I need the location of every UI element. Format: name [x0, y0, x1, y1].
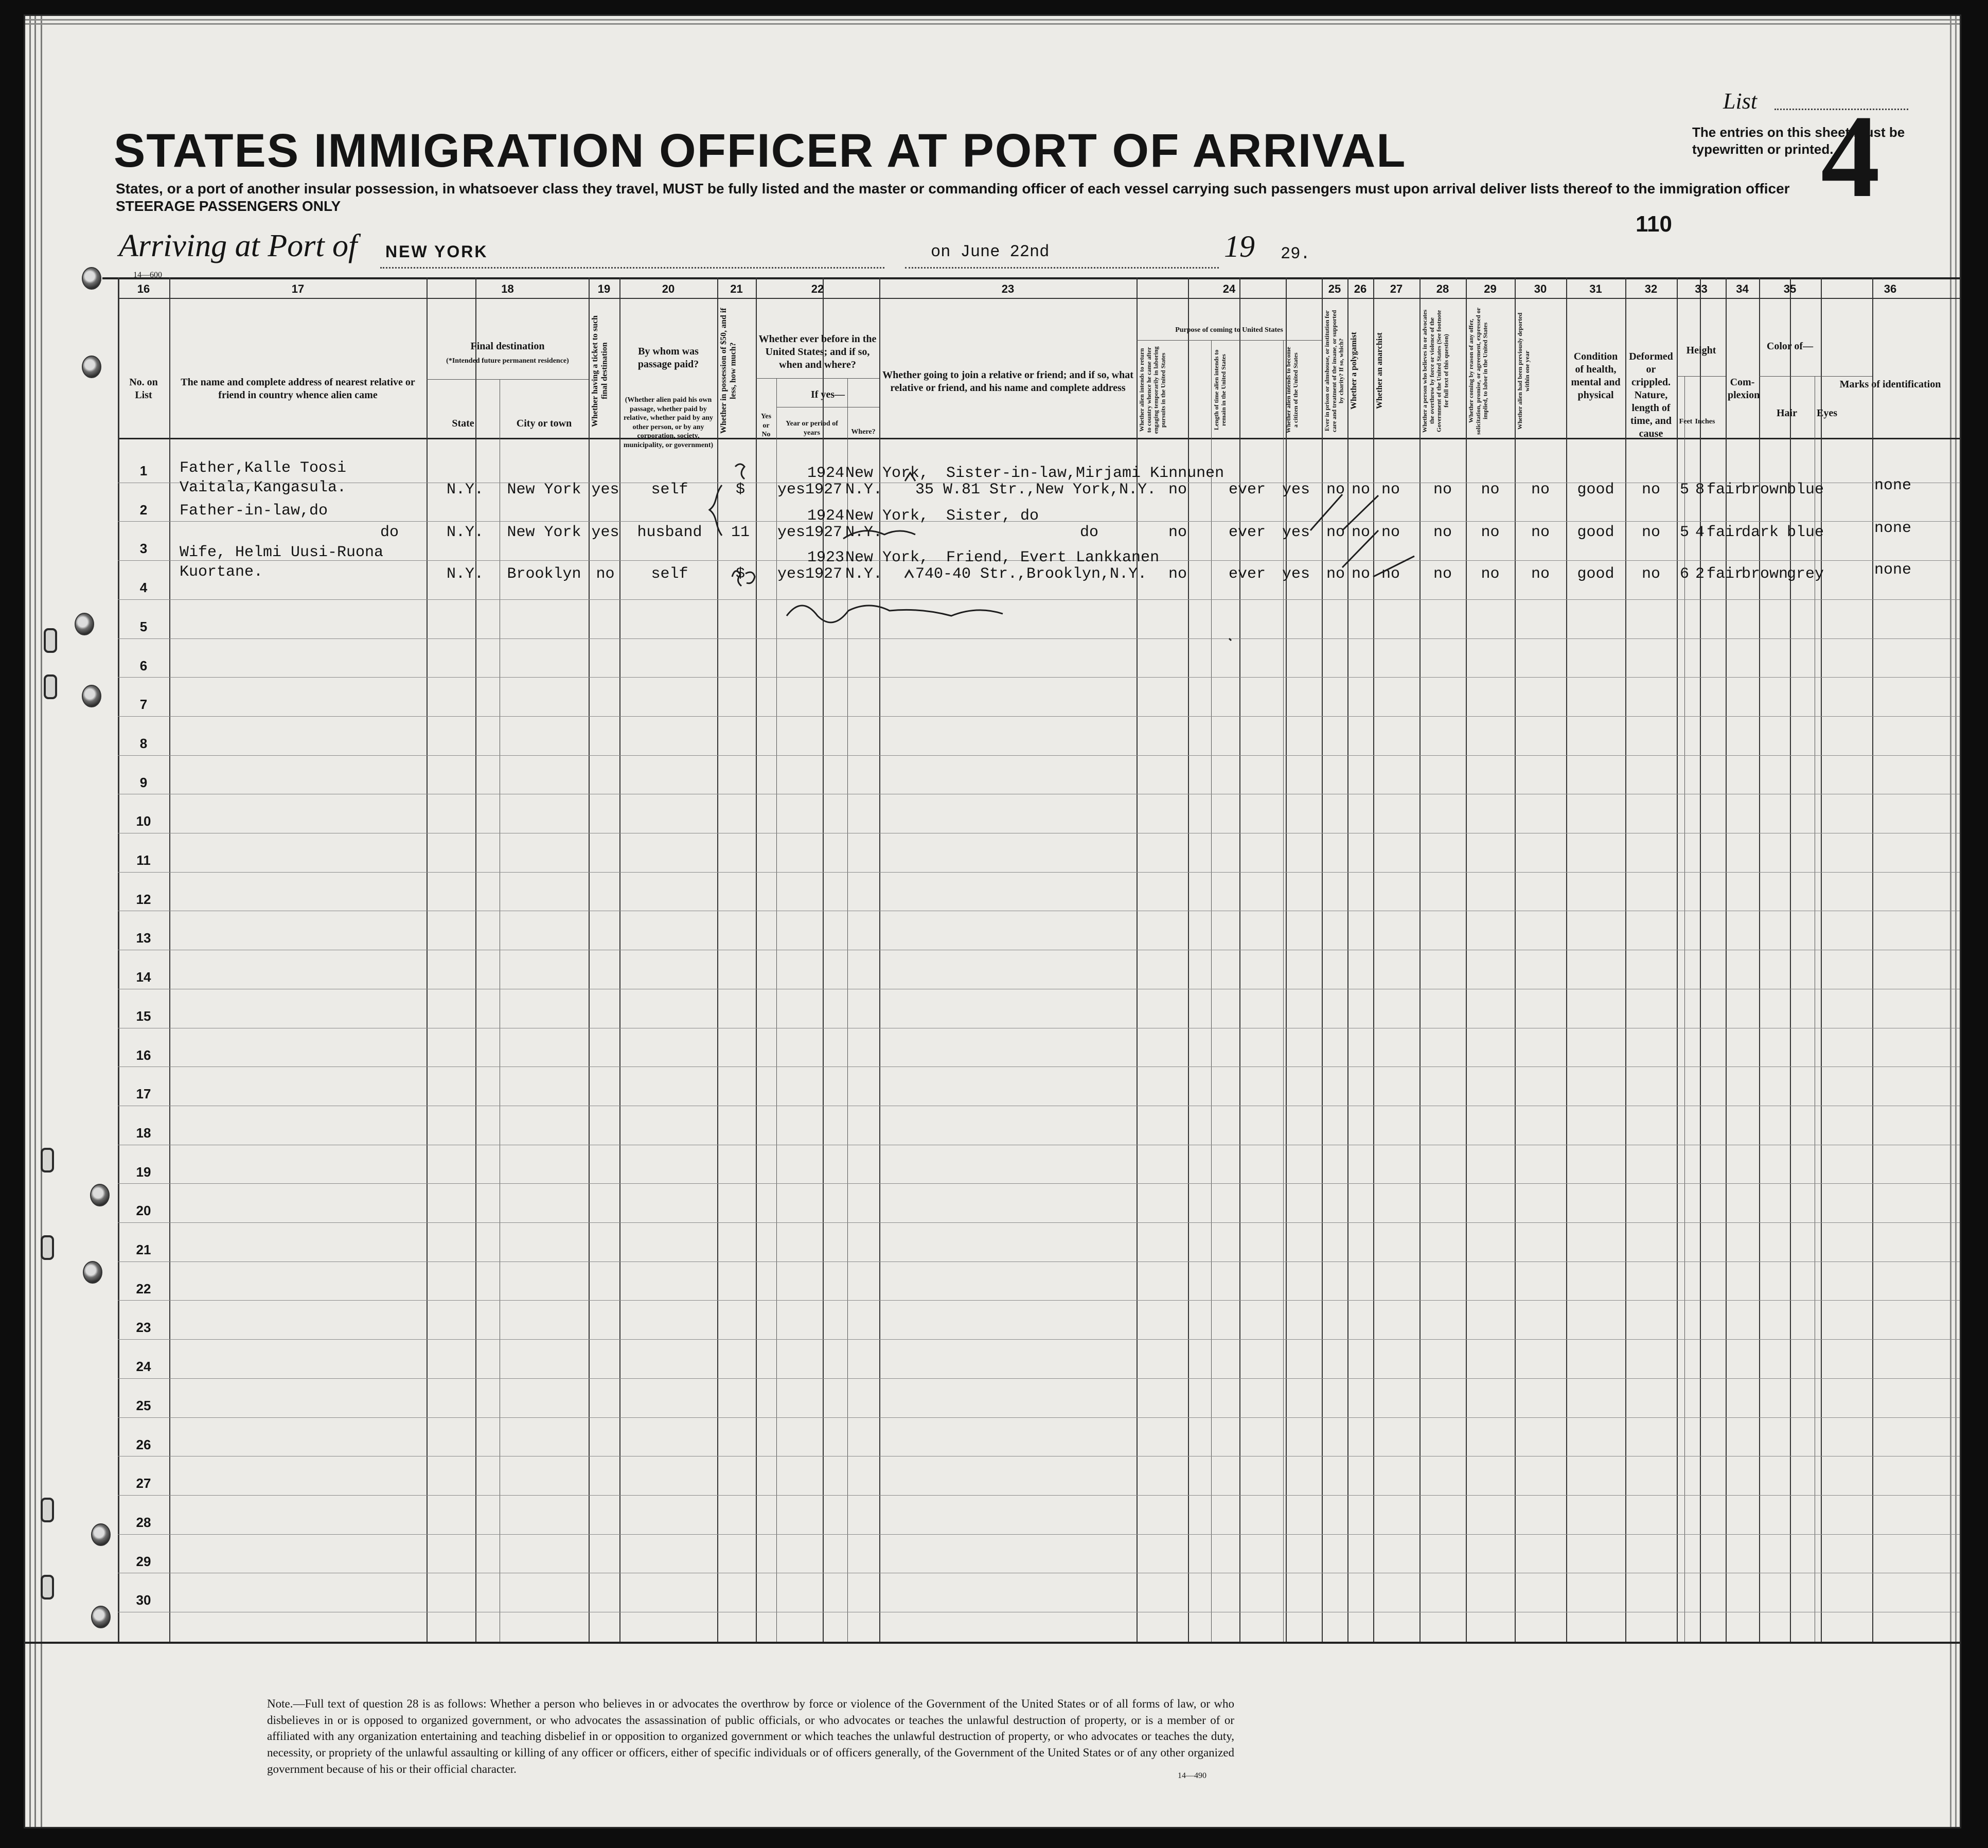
footnote: Note.—Full text of question 28 is as follows: Whether a person who believes in or advocates the overthrow by force or violence of the Government of the United States or of all forms of law, or who disbelieves in or is opposed to organized government, or who advocates the assassination of public officials, or who advocates or teaches the unlawful destruction of property, or is a member of or affiliated with any organization entertaining and teaching disbelief in or opposition to organized government or which teaches the unlawful destruction of property, or who advocates or teaches the duty, necessity, or propriety of the unlawful assaulting or killing of any officer or officers, either of specific individuals or of officers generally, of the Government of the United States or of any other organized government because of his or their official character.: [267, 1697, 1234, 1775]
header-passage-paid: By whom was passage paid?: [637, 346, 699, 370]
column-number-29: 29: [1484, 282, 1497, 295]
complexion-value: fair: [1707, 565, 1744, 583]
column-number-26: 26: [1354, 282, 1367, 295]
before-where-2: N.Y.: [845, 481, 883, 499]
handwritten-stroke: [732, 571, 755, 586]
prison-value: no: [1326, 524, 1345, 541]
page-number: 110: [1636, 211, 1672, 237]
header-prison: Ever in prison or almshouse, or institution for care and treatment of the insane, or supported by charity? If so, which?: [1323, 310, 1345, 432]
manifest-table: [25, 16, 1960, 1827]
column-number-21: 21: [730, 282, 743, 295]
row-number: 27: [136, 1476, 151, 1491]
arrival-year: 29.: [1281, 244, 1310, 263]
height-feet-value: 6: [1679, 565, 1689, 583]
before-year-2: yes1927: [777, 481, 843, 499]
row-number: 9: [139, 774, 148, 790]
row-number: 16: [136, 1047, 151, 1063]
header-going-to-join: Whether going to join a relative or friend; and if so, what relative or friend, and his name and complete address: [882, 369, 1133, 394]
destination-city: New York: [507, 524, 581, 541]
offer-value: no: [1481, 481, 1500, 499]
row-number: 7: [139, 697, 148, 713]
handwritten-stroke: [735, 464, 744, 479]
length-value: ever: [1228, 565, 1266, 583]
height-inches-value: 4: [1695, 524, 1705, 541]
join-line-2: 740-40 Str.,Brooklyn,N.Y.: [915, 565, 1147, 583]
destination-city: New York: [507, 481, 581, 499]
form-subtitle: States, or a port of another insular possession, in whatsoever class they travel, MUST be fully listed and the master or commanding officer of each vessel carrying such passengers must upon arrival deliver lists thereof to the immigration officer: [116, 181, 1790, 197]
hair-value: brown: [1742, 565, 1788, 583]
money-value: $: [735, 481, 745, 499]
row-number: 11: [136, 852, 151, 868]
column-number-31: 31: [1589, 282, 1602, 295]
return-value: no: [1168, 524, 1187, 541]
row-number: 3: [139, 541, 148, 557]
header-year: Year or period of years: [786, 420, 838, 437]
destination-state: N.Y.: [446, 481, 484, 499]
header-height: Height: [1686, 345, 1716, 356]
citizen-value: yes: [1282, 565, 1310, 583]
before-year-2: yes1927: [777, 524, 843, 541]
header-final-destination-note: (*Intended future permanent residence): [446, 357, 569, 365]
column-number-16: 16: [137, 282, 150, 295]
list-number: 4: [1821, 91, 1880, 222]
before-where-1: New York,: [845, 465, 929, 482]
before-where-2: N.Y.: [845, 565, 883, 583]
handwritten-stroke: [709, 485, 722, 536]
offer-value: no: [1481, 524, 1500, 541]
relative-line-2: Kuortane.: [180, 563, 263, 581]
row-number: 24: [136, 1359, 151, 1375]
header-labor-offer: Whether coming by reason of any offer, solicitation, promise, or agreement, expressed or implied, to labor in the United States: [1467, 307, 1489, 435]
money-value: $: [735, 565, 745, 583]
column-number-24: 24: [1222, 282, 1236, 295]
before-year-1: 1924: [807, 507, 845, 525]
row-number: 15: [136, 1008, 151, 1024]
eyes-value: blue: [1787, 524, 1824, 541]
anarchist-value: no: [1381, 481, 1400, 499]
relative-line-2: Vaitala,Kangasula.: [180, 479, 347, 496]
header-where: Where?: [851, 428, 876, 436]
arrival-date: on June 22nd: [931, 242, 1050, 261]
health-value: good: [1577, 565, 1614, 583]
length-value: ever: [1228, 524, 1266, 541]
ticket-value: yes: [591, 524, 619, 541]
complexion-value: fair: [1707, 481, 1744, 499]
ticket-value: no: [596, 565, 615, 583]
column-number-20: 20: [662, 282, 675, 295]
column-number-30: 30: [1534, 282, 1547, 295]
eyes-value: blue: [1787, 481, 1824, 499]
row-number: 8: [139, 735, 148, 751]
overthrow-value: no: [1433, 565, 1452, 583]
header-inches: Inches: [1695, 418, 1715, 425]
row-number: 13: [136, 930, 151, 946]
anarchist-value: no: [1381, 565, 1400, 583]
row-number: 2: [139, 502, 148, 518]
relative-line-2: do: [380, 524, 399, 541]
header-hair: Hair: [1777, 407, 1797, 419]
column-number-35: 35: [1783, 282, 1797, 295]
column-number-25: 25: [1328, 282, 1341, 295]
before-year-1: 1924: [807, 465, 845, 482]
header-passage-paid-note: (Whether alien paid his own passage, whether paid by relative, whether paid by any other person, or by any corporation, society, municipality, or government): [623, 396, 714, 449]
health-value: good: [1577, 524, 1614, 541]
relative-line-1: Father,Kalle Toosi: [180, 459, 347, 477]
column-number-28: 28: [1436, 282, 1449, 295]
header-before-in-us: Whether ever before in the United States; and if so, when and where?: [758, 333, 877, 370]
destination-city: Brooklyn: [507, 565, 581, 583]
ticket-value: yes: [591, 481, 619, 499]
header-state: State: [452, 418, 474, 429]
header-deported: Whether alien had been previously deported within one year: [1516, 312, 1531, 430]
money-value: 11: [731, 524, 750, 541]
list-label: List: [1723, 88, 1758, 114]
header-nearest-relative: The name and complete address of nearest relative or friend in country whence alien came: [181, 377, 415, 401]
row-number: 19: [136, 1164, 151, 1180]
header-no-on-list: No. on List: [129, 377, 158, 401]
year-label: 19: [1224, 229, 1255, 263]
height-inches-value: 2: [1695, 565, 1705, 583]
paid-by-value: self: [651, 565, 688, 583]
header-purpose: Purpose of coming to United States: [1175, 326, 1283, 334]
row-number: 25: [136, 1397, 151, 1413]
before-where-1: New York,: [845, 549, 929, 566]
before-year-2: yes1927: [777, 565, 843, 583]
column-number-34: 34: [1736, 282, 1749, 295]
handwritten-stroke: [1229, 638, 1231, 641]
handwritten-stroke: [905, 571, 913, 578]
prison-value: no: [1326, 565, 1345, 583]
header-deformed: Deformed or crippled. Nature, length of time, and cause: [1629, 351, 1673, 439]
join-line-1: Sister, do: [946, 507, 1039, 525]
marks-value: none: [1874, 520, 1911, 537]
header-city: City or town: [516, 418, 572, 429]
row-number: 30: [136, 1592, 151, 1608]
row-number: 6: [139, 658, 148, 673]
header-length-stay: Length of time alien intends to remain in the United States: [1213, 349, 1227, 431]
header-polygamist: Whether a polygamist: [1350, 332, 1358, 410]
complexion-value: fair: [1707, 524, 1744, 541]
row-number: 23: [136, 1320, 151, 1336]
relative-line-1: Wife, Helmi Uusi-Ruona: [180, 544, 384, 561]
join-line-2: do: [1080, 524, 1099, 541]
form-title: STATES IMMIGRATION OFFICER AT PORT OF ARRIVAL: [114, 125, 1407, 177]
deported-value: no: [1531, 481, 1550, 499]
polygamist-value: no: [1351, 565, 1370, 583]
header-complexion: Com- plexion: [1728, 377, 1760, 401]
header-become-citizen: Whether alien intends to become a citizen of the United States: [1285, 347, 1299, 433]
overthrow-value: no: [1433, 524, 1452, 541]
arriving-label: Arriving at Port of: [119, 228, 358, 263]
deformed-value: no: [1641, 565, 1660, 583]
handwritten-annotations: [25, 16, 1960, 1827]
header-marks: Marks of identification: [1839, 379, 1941, 390]
hair-value: dark: [1742, 524, 1779, 541]
relative-line-1: Father-in-law,do: [180, 502, 328, 520]
row-number: 29: [136, 1553, 151, 1569]
typewritten-note: The entries on this sheet must be typewritten or printed.: [1692, 125, 1905, 157]
height-feet-value: 5: [1679, 481, 1689, 499]
join-line-1: Friend, Evert Lankkanen: [946, 549, 1160, 566]
header-anarchist: Whether an anarchist: [1375, 332, 1384, 410]
column-number-19: 19: [597, 282, 611, 295]
paid-by-value: self: [651, 481, 688, 499]
citizen-value: yes: [1282, 524, 1310, 541]
form-number: 14—490: [1178, 1771, 1206, 1780]
length-value: ever: [1228, 481, 1266, 499]
column-number-18: 18: [501, 282, 514, 295]
header-feet: Feet: [1679, 418, 1693, 425]
row-number: 5: [139, 618, 148, 634]
handwritten-stroke: [1373, 556, 1414, 577]
row-number: 26: [136, 1436, 151, 1452]
column-number-22: 22: [811, 282, 824, 295]
row-number: 22: [136, 1281, 151, 1296]
before-year-1: 1923: [807, 549, 845, 566]
form-number-top: 14—600: [133, 271, 162, 279]
deported-value: no: [1531, 524, 1550, 541]
row-number: 12: [136, 891, 151, 907]
destination-state: N.Y.: [446, 524, 484, 541]
row-number: 28: [136, 1514, 151, 1530]
health-value: good: [1577, 481, 1614, 499]
handwritten-stroke: [1342, 530, 1378, 567]
handwritten-stroke: [1342, 495, 1378, 530]
return-value: no: [1168, 481, 1187, 499]
eyes-value: grey: [1787, 565, 1824, 583]
row-number: 17: [136, 1086, 151, 1102]
deformed-value: no: [1641, 481, 1660, 499]
overthrow-value: no: [1433, 481, 1452, 499]
citizen-value: yes: [1282, 481, 1310, 499]
header-health: Condition of health, mental and physical: [1571, 351, 1621, 401]
join-line-2: 35 W.81 Str.,New York,N.Y.: [915, 481, 1157, 499]
before-where-1: New York,: [845, 507, 929, 525]
prison-value: no: [1326, 481, 1345, 499]
anarchist-value: no: [1381, 524, 1400, 541]
column-rule: [1960, 277, 1961, 1642]
column-number-32: 32: [1644, 282, 1658, 295]
header-eyes: Eyes: [1817, 407, 1837, 419]
header-intends-return: Whether alien intends to return to country whence he came after engaging temporarily in laboring pursuits in the United States: [1138, 346, 1167, 434]
marks-value: none: [1874, 561, 1911, 579]
row-number: 20: [136, 1203, 151, 1219]
row-number: 21: [136, 1242, 151, 1257]
arrival-port: NEW YORK: [385, 242, 488, 261]
column-number-17: 17: [291, 282, 305, 295]
height-feet-value: 5: [1679, 524, 1689, 541]
header-money: Whether in possession of $50, and if less, how much?: [719, 308, 738, 434]
handwritten-stroke: [843, 531, 915, 539]
hair-value: brown: [1742, 481, 1788, 499]
header-if-yes: If yes—: [810, 389, 845, 400]
column-number-36: 36: [1884, 282, 1897, 295]
header-color-of: Color of—: [1766, 341, 1814, 352]
row-number: 18: [136, 1125, 151, 1141]
header-final-destination: Final destination: [470, 341, 545, 352]
return-value: no: [1168, 565, 1187, 583]
handwritten-stroke: [905, 473, 915, 481]
offer-value: no: [1481, 565, 1500, 583]
row-number: 4: [139, 580, 148, 596]
before-where-2: N.Y.: [845, 524, 883, 541]
join-line-1: Sister-in-law,Mirjami Kinnunen: [946, 465, 1224, 482]
row-number: 14: [136, 969, 151, 985]
header-yes-no: Yes or No: [760, 413, 772, 438]
deformed-value: no: [1641, 524, 1660, 541]
polygamist-value: no: [1351, 524, 1370, 541]
deported-value: no: [1531, 565, 1550, 583]
destination-state: N.Y.: [446, 565, 484, 583]
height-inches-value: 8: [1695, 481, 1705, 499]
paid-by-value: husband: [637, 524, 702, 541]
steerage-label: STEERAGE PASSENGERS ONLY: [116, 198, 341, 214]
column-number-33: 33: [1695, 282, 1708, 295]
column-number-23: 23: [1001, 282, 1015, 295]
column-number-27: 27: [1390, 282, 1403, 295]
header-ticket: Whether having a ticket to such final destination: [591, 315, 609, 427]
handwritten-stroke: [1310, 494, 1342, 530]
handwritten-stroke: [787, 606, 1003, 623]
marks-value: none: [1874, 477, 1911, 494]
row-number: 10: [136, 813, 151, 829]
manifest-sheet: [24, 14, 1961, 1828]
polygamist-value: no: [1351, 481, 1370, 499]
row-number: 1: [139, 463, 148, 478]
header-overthrow: Whether a person who believes in or advocates the overthrow by force or violence of the Government of the United States (See footnote for full text of this question): [1421, 309, 1450, 433]
